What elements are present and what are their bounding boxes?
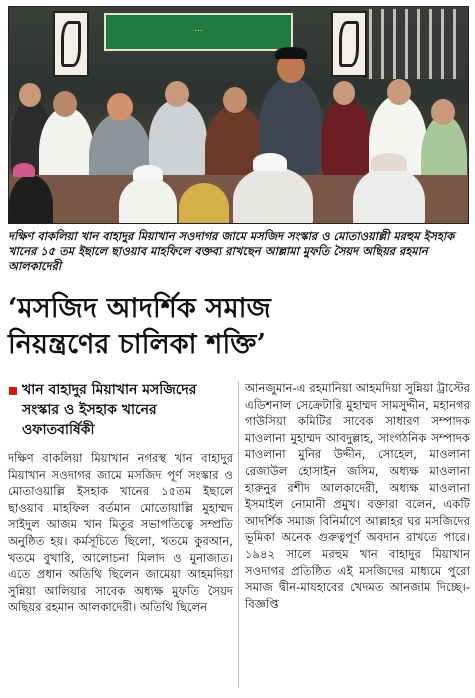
headline-line-1: ‘মসজিদ আদর্শিক সমাজ — [8, 293, 271, 324]
headline-line-2: নিয়ন্ত্রণের চালিকা শক্তি’ — [8, 329, 267, 360]
attendee-front — [119, 177, 177, 224]
attendee-head — [19, 83, 41, 107]
speaker-cap — [275, 47, 307, 59]
attendee-head — [165, 81, 189, 107]
attendee-head — [223, 87, 247, 113]
attendee-head — [107, 93, 133, 121]
attendee-front-cap — [371, 153, 407, 171]
attendee-front-cap — [13, 163, 35, 177]
photo-banner — [104, 13, 293, 51]
subheadline: খান বাহাদুর মিয়াখান মসজিদের সংস্কার ও ইসহাক খানের ওফাতবার্ষিকী — [22, 382, 197, 438]
attendee-head — [387, 79, 411, 105]
photo-banner-text: ... — [194, 24, 203, 34]
calligraphy-frame-left — [53, 11, 89, 77]
news-photo — [8, 6, 469, 224]
attendee-head — [333, 81, 355, 105]
body-text-left: দক্ষিণ বাকলিয়া মিয়াখান নগরস্থ খান বাহাদুর মিয়াখান সওদাগর জামে মসজিদ পূর্ণ সংস্কার ও মোতাওয়াল্লি ইসহাক খানের ১৫তম ইছালে ছাওয়াব মাহফিল বর্তমান মোতোয়াল্লি মুহাম্মদ সাইদুল আজম খান মিতুর সভাপতিত্বে সম্প্রতি অনুষ্ঠিত হয়। কর্মসূচিতে ছিলো, খতমে কুরআন, খতমে বুখারি, আলোচনা মিলাদ ও মুনাজাত। এতে প্রধান অতিথি ছিলেন জামেয়া আহমদিয়া সুন্নিয়া আলিয়ার সাবেক অধ্যক্ষ মুফতি সৈয়দ অছিয়র রহমান আলকাদেরী। অতিথি ছিলেন — [8, 451, 233, 615]
attendee-head — [53, 91, 77, 117]
attendee-front-cap — [133, 165, 163, 181]
attendee-front — [353, 167, 425, 224]
body-text-right: আনজুমান-এ রহমানিয়া আহমদিয়া সুন্নিয়া ট্রাস্টের এডিশনাল সেক্রেটারি মুহাম্মদ সামসুদ্দীন, মহানগর গাউসিয়া কমিটির সাবেক সাধারণ সম্পাদক মাওলানা মুহাম্মদ আবদুল্লাহ, সাংগঠনিক সম্পাদক মাওলানা মুনির উদ্দীন, সোহেল, মাওলানা রেজাউল হোসাইন জসিম, অধ্যক্ষ মাওলানা হারুনুর রশীদ আলকাদেরী, অধ্যক্ষ মাওলানা ইসমাইল নোমানী প্রমুখ। বক্তারা বলেন, একটি আদর্শিক সমাজ বিনির্মাণে আল্লাহর ঘর মসজিদের ভূমিকা অনেক গুরুত্বপূর্ণ অবদান রাখতে পারে। ১৯৪২ সালে মরহুম খান বাহাদুর মিয়াখান সওদাগর প্রতিষ্ঠিত এই মসজিদের মাধ্যমে পুরো সমাজ দ্বীন-মাযহাবের খেদমত আনজাম দিচ্ছে।-বিজ্ঞপ্তি — [245, 381, 470, 611]
calligraphy-frame-right — [331, 11, 367, 77]
column-divider — [238, 382, 239, 688]
photo-caption: দক্ষিণ বাকলিয়া খান বাহাদুর মিয়াখান সওদাগর জামে মসজিদ সংস্কার ও মোতাওয়াল্লী মরহুম ইসহাক খানের ১৫ তম ইছালে ছাওয়াব মাহফিলে বক্তব্য রাখছেন আল্লামা মুফতি সৈয়দ অছিয়র রহমান আলকাদেরী — [8, 229, 455, 273]
left-column — [8, 380, 233, 616]
window-grille — [369, 9, 465, 79]
right-column — [245, 380, 470, 612]
subheadline-block — [8, 380, 233, 440]
attendee-front-cap — [253, 153, 287, 171]
red-bullet-icon — [9, 387, 17, 395]
attendee — [321, 99, 371, 179]
headline — [8, 291, 470, 363]
attendee-head — [431, 99, 455, 125]
attendee-front — [233, 167, 313, 224]
